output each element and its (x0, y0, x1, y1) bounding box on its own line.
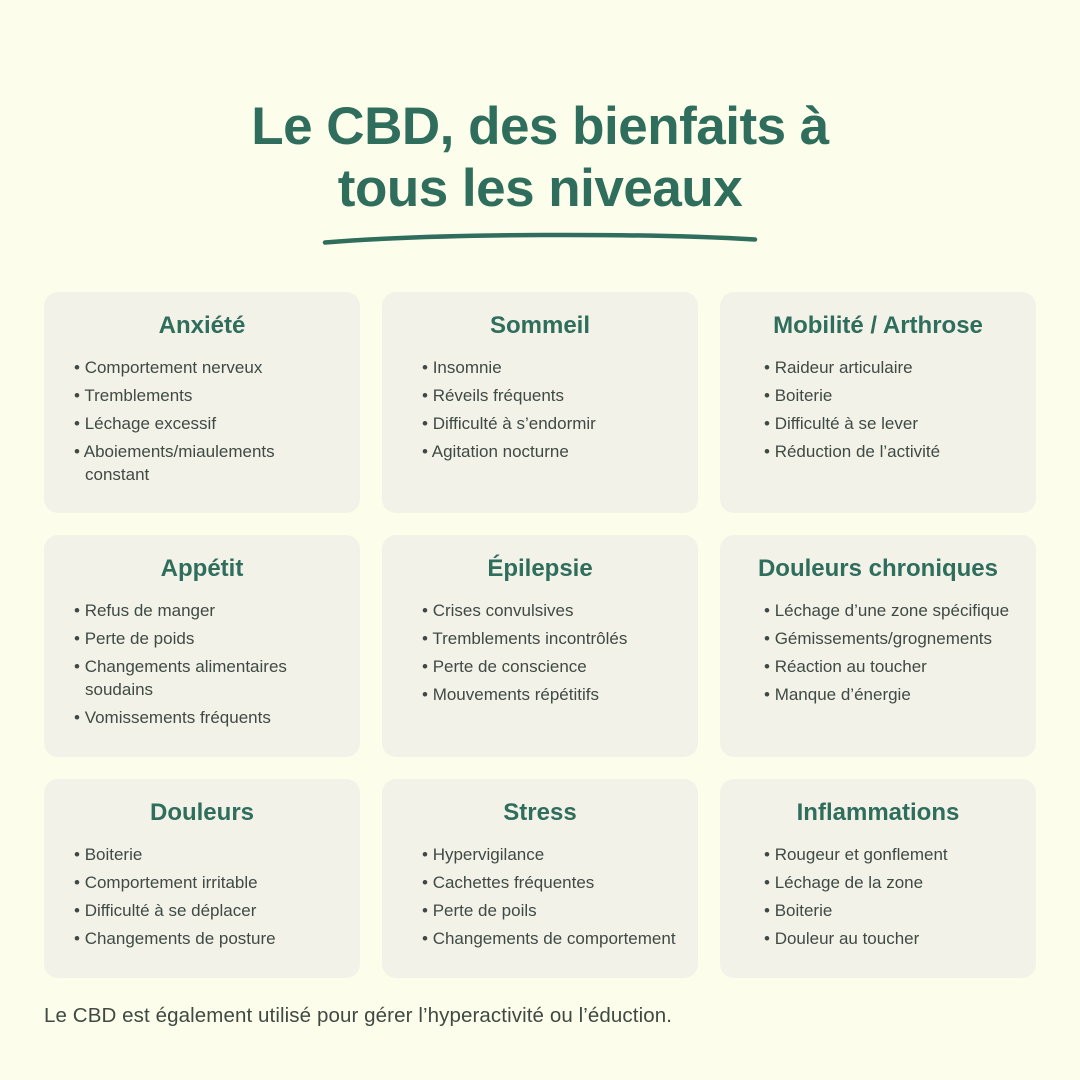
list-item: • Tremblements incontrôlés (422, 628, 676, 651)
list-item: • Boiterie (74, 844, 338, 867)
list-item: • Refus de manger (74, 600, 338, 623)
list-item: • Difficulté à se lever (764, 413, 1014, 436)
list-item: • Mouvements répétitifs (422, 684, 676, 707)
list-item: • Difficulté à s’endormir (422, 413, 676, 436)
list-item: • Léchage de la zone (764, 872, 1014, 895)
card-title: Épilepsie (487, 555, 593, 583)
card-title: Sommeil (489, 312, 591, 339)
card-epilepsie (382, 535, 698, 756)
list-item: • Raideur articulaire (764, 357, 1014, 380)
card-list (404, 357, 676, 464)
list-item: • Gémissements/grognements (764, 628, 1014, 651)
card-list (742, 600, 1014, 707)
list-item: • Changements de comportement (422, 928, 676, 951)
card-anxiete (44, 292, 360, 513)
list-item: • Rougeur et gonflement (764, 844, 1014, 867)
list-item: • Douleur au toucher (764, 928, 1014, 951)
card-list (66, 600, 338, 730)
list-item: • Boiterie (764, 385, 1014, 408)
card-title: Stress (503, 798, 577, 826)
page-title-line-1: Le CBD, des bienfaits à (251, 97, 829, 156)
card-title: Mobilité / Arthrose (773, 312, 983, 339)
footer-note: Le CBD est également utilisé pour gérer l’hyperactivité ou l’éduction. (44, 1003, 673, 1027)
card-appetit (44, 535, 360, 756)
list-item: • Aboiements/miaulements constant (74, 441, 338, 487)
list-item: • Insomnie (422, 357, 676, 380)
list-item: • Changements de posture (74, 928, 338, 951)
page-title-line-2: tous les niveaux (337, 159, 743, 218)
list-item: • Boiterie (764, 900, 1014, 923)
card-list (404, 844, 676, 951)
card-list (66, 357, 338, 487)
card-title: Inflammations (796, 798, 960, 826)
list-item: • Comportement irritable (74, 872, 338, 895)
list-item: • Difficulté à se déplacer (74, 900, 338, 923)
card-stress (382, 779, 698, 978)
card-mobilite-arthrose (720, 292, 1036, 513)
card-title: Anxiété (158, 312, 246, 339)
card-sommeil (382, 292, 698, 513)
list-item: • Léchage d’une zone spécifique (764, 600, 1014, 623)
list-item: • Perte de poils (422, 900, 676, 923)
list-item: • Perte de conscience (422, 656, 676, 679)
list-item: • Crises convulsives (422, 600, 676, 623)
card-list (66, 844, 338, 951)
list-item: • Hypervigilance (422, 844, 676, 867)
card-title: Douleurs chroniques (757, 555, 999, 583)
card-douleurs-chroniques (720, 535, 1036, 756)
card-douleurs (44, 779, 360, 978)
card-inflammations (720, 779, 1036, 978)
list-item: • Agitation nocturne (422, 441, 676, 464)
list-item: • Réaction au toucher (764, 656, 1014, 679)
list-item: • Tremblements (74, 385, 338, 408)
list-item: • Vomissements fréquents (74, 707, 338, 730)
benefits-grid (44, 292, 1036, 978)
title-underline-decoration (322, 230, 758, 246)
card-list (404, 600, 676, 707)
list-item: • Changements alimentaires soudains (74, 656, 338, 702)
list-item: • Perte de poids (74, 628, 338, 651)
list-item: • Réveils fréquents (422, 385, 676, 408)
card-title: Douleurs (149, 798, 254, 826)
card-list (742, 357, 1014, 464)
page-title (160, 96, 920, 220)
card-list (742, 844, 1014, 951)
list-item: • Manque d’énergie (764, 684, 1014, 707)
list-item: • Réduction de l’activité (764, 441, 1014, 464)
list-item: • Léchage excessif (74, 413, 338, 436)
title-block (0, 0, 1080, 246)
card-title: Appétit (160, 555, 244, 583)
list-item: • Cachettes fréquentes (422, 872, 676, 895)
list-item: • Comportement nerveux (74, 357, 338, 380)
